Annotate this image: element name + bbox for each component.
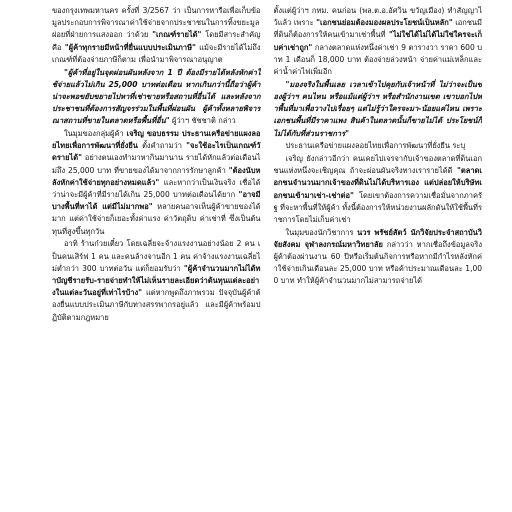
body-text: เจริญ ยังกล่าวอีกว่า คนเคยไปเจรจากับเจ้าของตลาดที่ดินเอกชนแห่งหนึ่งจะเชิญคุณ ถ้าจะผ่อนผันจริงทางเรารายได้ดี (273, 153, 482, 176)
body-text: แม้จะมีรายได้ไม่ถึงเกณฑ์ที่ต้องจ่ายภาษีก็ตาม เพื่อนำมาพิจารณาอนุญาต (52, 42, 261, 64)
article-column-left (52, 5, 261, 508)
body-text: แต่หากพูดถึงภาพรวม ปัจจุบันผู้ค้าต้องยื่นแบบประเมินภาษีกับทางสรรพากรอยู่แล้ว และมีผู้ค้าพร้อมปฏิบัติตามกฎหมาย (52, 288, 261, 322)
bold-highlight: "เอกชนย่อมต้องมองผลประโยชน์เป็นหลัก" (316, 18, 453, 28)
body-text: โดยมีสาระสำคัญคือ (52, 30, 261, 52)
bold-highlight: "อาจมีบางพื้นที่หาได้ แต่มีไม่มากพอ" (52, 190, 261, 212)
body-text: ในมุมของกลุ่มผู้ค้า (64, 129, 127, 139)
article-paragraph (274, 140, 483, 152)
article-paragraph (274, 79, 483, 140)
bold-highlight: "ตลาดเอกชนจำนวนมากเจ้าของที่ดินไม่ได้บริหารเอง แต่ปล่อยให้บริษัทเอกชนเข้ามาเช่า-เช่าต่อ" (273, 166, 482, 200)
quote-highlight: "มองจริงในพื้นเลย เวลาเข้าไปคุยกับเจ้าหน้าที่ ไม่ว่าจะเป็นของผู้ว่าฯ คนไหน หรือแม้แต่ผู้ว่าฯ หรือสำนักงานเขต เขาบอกไปหาพื้นที่มาเพื่อวางไปเรื่อยๆ แต่ไม่รู้ว่าใครจะมา-น้อยแค่ไหน เพราะเอกชนพื้นที่มีราคาแพง สินค้าในตลาดนั้นก็ขายไม่ได้ ประโยชน์ก็ไม่ได้กับที่ส่วนราชการ" (273, 79, 482, 138)
body-text: ผู้ว่าฯ ชัชชาติ กล่าว (169, 116, 236, 126)
body-text: อาทิ ร้านก๋วยเตี๋ยว โดยเฉลี่ยจะจ้างแรงงานอย่างน้อย 2 คน เป็นคนเสิร์ฟ 1 คน และคนล้างจานอีก 1 คน ค่าจ้างแรงงานเฉลี่ยไม่ต่ำกว่า 300 บาทต่อวัน แต่ก็ยอมรับว่า (52, 239, 261, 273)
article-paragraph (52, 5, 261, 66)
body-text: เอกชนมีที่ดินก็ต้องการให้คนเข้ามาเช่าพื้นที่ (273, 18, 482, 40)
body-text: ในมุมของนักวิชาการ (285, 227, 358, 237)
article-paragraph (52, 128, 261, 238)
bold-highlight: "ต้องนับหลังหักค่าใช้จ่ายทุกอย่างหมดแล้ว" (52, 165, 261, 187)
article-paragraph (274, 153, 483, 226)
article-column-right (274, 5, 483, 508)
body-text: ตั้งแต่ผู้ว่าฯ กทม. คนก่อน (พล.ต.อ.อัศวิน ขวัญเมือง) ทำสัญญาไว้แล้ว เพราะ (273, 6, 482, 28)
bold-highlight: "ไม่ใช่ได้ไม่ได้ไม่ใช่ใครจะเก็บค่าเช่าถูก" (273, 30, 482, 52)
article-paragraph (274, 5, 483, 78)
article-paragraph (274, 227, 483, 288)
body-text: กล่าวว่า หากเชื่อถึงข้อมูลจริง ผู้ค้าต้องผ่านงาน 60 ปีหรือเริ่มต้นกิจการหรือหากมีกำไรหลังหักค่าใช้จ่ายเกินเดือนละ 25,000 บาท หรือค้าประมาณเดือนละ 1,000 บาท ทำให้ผู้ค้าจำนวนมากไม่สามารถจ่ายได้ (273, 239, 482, 286)
bold-highlight: "เกณฑ์รายได้" (152, 30, 202, 40)
body-text: ตั้งคำถามว่า (137, 141, 187, 151)
quote-highlight: "ผู้ค้าที่อยู่ในจุดผ่อนผันหลังจาก 1 ปี ต้องมีรายได้หลังหักค่าใช้จ่ายแล้วไม่เกิน 25,000 บาทต่อเดือน หากเกินกว่านี้ถือว่าผู้ค้าน่าจะพอขยับขยายไปหาที่เช่าขายหรือสถานที่อื่นได้ และหลังจากประชาชนที่ต้องการสัญจรร่วมในพื้นที่ผ่อนผัน ผู้ค้าทั้งหลายพิจารณาสถานที่ขายในตลาดหรือพื้นที่อื่น" (52, 67, 261, 126)
article-paragraph (52, 67, 261, 128)
bold-highlight: "ผู้ค้าจำนวนมากไม่ได้ทำบัญชีรายรับ-รายจ่ายทำให้ไม่เห็นรายละเอียดว่าต้นทุนแต่ละอย่างในแต่ละวันอยู่ที่เท่าไรบ้าง" (52, 263, 261, 298)
body-text: โดยเขาต้องการความเชื่อมั่นจากภาครัฐ ที่จะหาพื้นที่ให้ผู้ค้า ทั้งนี้ต้องการให้หน่วยงานผลักดันให้ใช้พื้นที่ราชการโดยไม่เก็บค่าเช่า (273, 190, 482, 224)
body-text: กลางตลาดแห่งหนึ่งค่าเช่า 9 ตารางวา ราคา 600 บาท 1 เดือนก็ 18,000 บาท ต้องจ่ายล่วงหน้า จ่ายค่าแม่เหล็กและค่าน้ำค่าไฟเพิ่มอีก (273, 42, 482, 77)
article-paragraph (52, 238, 261, 323)
body-text: อย่างตนเองทำมาหากินมานาน รายได้หักแล้วต่อเดือนไม่ถึง 25,000 บาท ที่ขายของได้มาจากการรักษาลูกค้า (52, 153, 261, 175)
bold-highlight: เจริญ ขอบธรรม ประธานเครือข่ายแผงลอยไทยเพื่อการพัฒนาที่ยั่งยืน (52, 129, 261, 151)
body-text: และหากว่าเป็นเงินจริง เชื่อได้ว่าน่าจะมีผู้ค้าที่มีรายได้เกิน 25,000 บาทต่อเดือนได้ยาก (52, 177, 261, 200)
body-text: ของกรุงเทพมหานคร ครั้งที่ 3/2567 ว่า เป็นการหารือเพื่อเก็บข้อมูลประกอบการพิจารณาค่าใช้จ่ายจากประชาชนในการทิ้งขยะมูลฝอยที่ฝ่ายการแสงออก ว่าด้วย (52, 6, 261, 40)
body-text: ประธานเครือข่ายแผงลอยไทยเพื่อการพัฒนาที่ยั่งยืน ระบุ (285, 141, 466, 151)
body-text: หลายคนอาจเห็นผู้ค้าขายของได้มาก แต่ค่าใช้จ่ายก็เยอะทั้งค่าแรง ค่าวัตถุดิบ ค่าเช่าที่ ซึ่งเป็นต้นทุนที่สูงขึ้นทุกวัน (52, 202, 261, 236)
bold-highlight: นวร พรัชย์สัตว์ นักวิจัยประจำสถาบันวิจัยสังคม จุฬาลงกรณ์มหาวิทยาลัย (273, 227, 482, 249)
bold-highlight: "จะใช้อะไรเป็นเกณฑ์วัดรายได้" (52, 141, 261, 163)
bold-highlight: "ผู้ค้าทุกรายมีหน้าที่ยื่นแบบประเมินภาษี" (64, 42, 196, 52)
